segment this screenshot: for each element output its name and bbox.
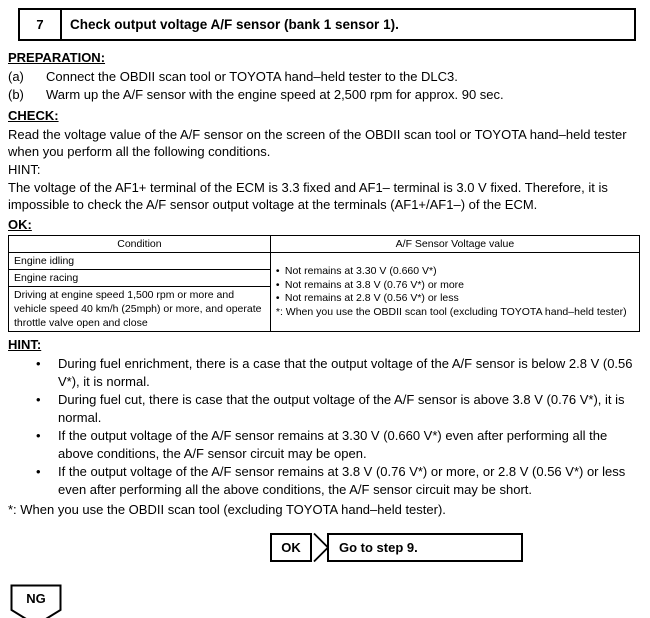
preparation-heading: PREPARATION: xyxy=(8,50,106,65)
condition-engine-racing: Engine racing xyxy=(9,270,271,287)
voltage-note: *: When you use the OBDII scan tool (excluding TOYOTA hand–held tester) xyxy=(275,305,627,318)
ok-heading: OK: xyxy=(8,217,32,232)
condition-driving: Driving at engine speed 1,500 rpm or more and vehicle speed 40 km/h (25mph) or more, and operate throttle valve open and close xyxy=(9,287,271,332)
preparation-item-a-id: (a) xyxy=(8,69,24,84)
preparation-item-a-text: Connect the OBDII scan tool or TOYOTA hand–held tester to the DLC3. xyxy=(46,69,458,84)
bullet-icon: • xyxy=(275,265,280,277)
bullet-icon: • xyxy=(36,428,41,443)
ok-flow-label: OK xyxy=(270,533,312,562)
check-heading: CHECK: xyxy=(8,108,59,123)
bullet-icon: • xyxy=(36,392,41,407)
hint-item-4-text: If the output voltage of the A/F sensor remains at 3.8 V (0.76 V*) or more, or 2.8 V (0.56 V*) or less even after performing all the above conditions, the A/F sensor circuit may be short. xyxy=(58,464,626,497)
condition-engine-idling: Engine idling xyxy=(9,253,271,270)
voltage-bullet-1-text: Not remains at 3.30 V (0.660 V*) xyxy=(284,265,437,277)
hint-heading: HINT: xyxy=(8,337,42,352)
condition-table xyxy=(8,235,640,332)
bullet-icon: • xyxy=(36,356,41,371)
hint-item-1-text: During fuel enrichment, there is a case that the output voltage of the A/F sensor is below 2.8 V (0.56 V*), it is normal. xyxy=(58,356,633,389)
ok-flow xyxy=(270,532,640,562)
bullet-icon: • xyxy=(275,278,280,291)
step-header xyxy=(18,8,636,41)
table-row xyxy=(9,253,640,270)
obdii-footnote: *: When you use the OBDII scan tool (excluding TOYOTA hand–held tester). xyxy=(8,502,446,517)
go-to-step-box: Go to step 9. xyxy=(327,533,523,562)
voltage-bullet-3-text: Not remains at 2.8 V (0.56 V*) or less xyxy=(284,292,459,304)
step-title: Check output voltage A/F sensor (bank 1 sensor 1). xyxy=(70,17,399,32)
bullet-icon: • xyxy=(275,292,280,304)
check-text: Read the voltage value of the A/F sensor on the screen of the OBDII scan tool or TOYOTA hand–held tester when you perform all the following conditions. xyxy=(8,127,627,159)
step-number: 7 xyxy=(20,10,62,39)
list-item xyxy=(8,427,640,462)
ng-flow-label: NG xyxy=(26,591,46,606)
condition-table-header-row xyxy=(9,236,640,253)
preparation-item-b-text: Warm up the A/F sensor with the engine speed at 2,500 rpm for approx. 90 sec. xyxy=(46,87,504,102)
voltage-column-header: A/F Sensor Voltage value xyxy=(270,236,639,253)
hint-item-3-text: If the output voltage of the A/F sensor remains at 3.30 V (0.660 V*) even after performing all the above conditions, the A/F sensor circuit may be open. xyxy=(58,428,608,461)
list-item xyxy=(8,355,640,390)
voltage-bullet-1 xyxy=(276,265,634,279)
preparation-item-a xyxy=(8,68,640,86)
bullet-icon: • xyxy=(36,464,41,479)
condition-column-header: Condition xyxy=(9,236,271,253)
ng-pennant-icon xyxy=(10,584,62,618)
voltage-bullet-2-text: Not remains at 3.8 V (0.76 V*) or more xyxy=(284,278,465,291)
voltage-bullet-2 xyxy=(276,279,634,293)
voltage-value-cell xyxy=(270,253,639,332)
preparation-item-b-id: (b) xyxy=(8,87,24,102)
list-item xyxy=(8,391,640,426)
preparation-item-b xyxy=(8,86,640,104)
voltage-bullet-3 xyxy=(276,292,634,306)
hint-inline-label: HINT: xyxy=(8,162,41,177)
list-item xyxy=(8,463,640,498)
hint-inline-text: The voltage of the AF1+ terminal of the ECM is 3.3 fixed and AF1– terminal is 3.0 V fixed. Therefore, it is impossible to check the A/F sensor output voltage at the terminals (AF1+/AF1–) of the ECM. xyxy=(8,180,608,212)
hint-item-2-text: During fuel cut, there is case that the output voltage of the A/F sensor is above 3.8 V (0.76 V*), it is normal. xyxy=(58,392,625,425)
ng-flow xyxy=(10,584,640,618)
